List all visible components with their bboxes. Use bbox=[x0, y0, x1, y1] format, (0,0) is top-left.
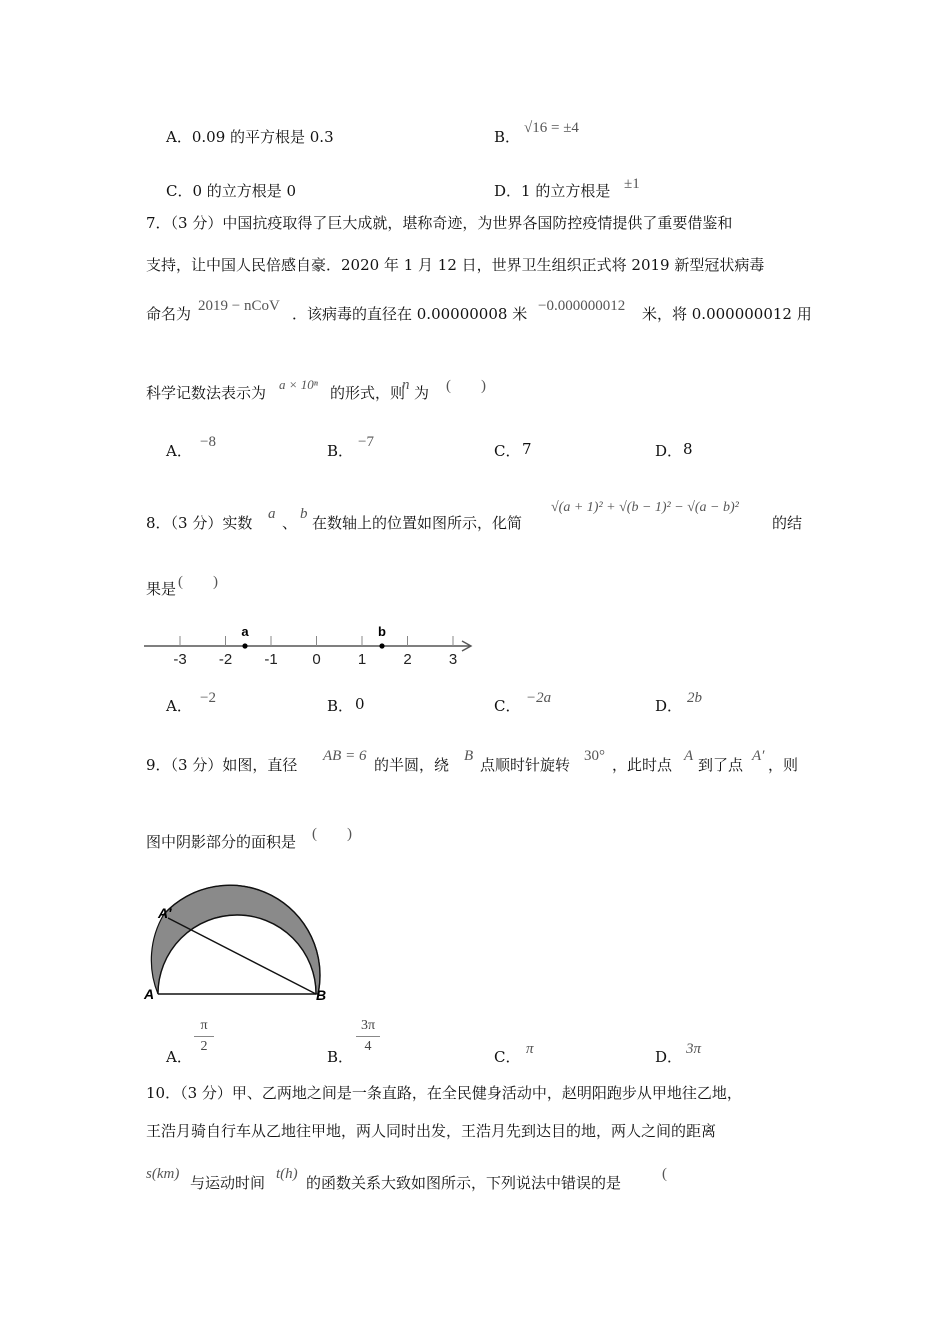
q7-math-n: n bbox=[402, 377, 410, 393]
q9-line1-e: 到了点 bbox=[698, 756, 744, 774]
label-a: A bbox=[144, 986, 155, 1002]
number-line-tick-label: 1 bbox=[357, 651, 367, 668]
q6-option-c: C．0 的立方根是 0 bbox=[166, 182, 297, 200]
q9-option-b-label: B． bbox=[327, 1048, 354, 1066]
q8-answer-paren: ( ) bbox=[178, 574, 218, 590]
fraction-numerator: 3π bbox=[360, 1018, 376, 1033]
q6-option-b-math: √16 = ±4 bbox=[524, 120, 579, 136]
q10-line1: 10．（3 分）甲、乙两地之间是一条直路，在全民健身活动中，赵明阳跑步从甲地往乙地， bbox=[146, 1084, 742, 1102]
point-a-label: a bbox=[241, 624, 249, 639]
q7-option-b-label: B． bbox=[327, 442, 354, 460]
number-line-tick-label: -3 bbox=[173, 651, 187, 668]
q9-option-c-label: C． bbox=[494, 1048, 521, 1066]
q9-option-d-value: 3π bbox=[686, 1041, 702, 1057]
q9-option-d-label: D． bbox=[655, 1048, 683, 1066]
number-line-tick-label: 3 bbox=[448, 651, 458, 668]
q7-option-c-label: C． bbox=[494, 442, 521, 460]
number-line-tick-label: -2 bbox=[218, 651, 233, 668]
q8-option-d-label: D． bbox=[655, 697, 683, 715]
q9-math-a: A bbox=[684, 748, 694, 764]
q9-option-a-label: A． bbox=[166, 1048, 192, 1066]
q7-answer-paren: ( ) bbox=[446, 378, 486, 394]
q8-option-a-value: −2 bbox=[200, 690, 216, 706]
q8-option-a-label: A． bbox=[166, 697, 192, 715]
q7-line4-a: 科学记数法表示为 bbox=[146, 384, 267, 402]
q10-answer-paren: ( bbox=[662, 1166, 667, 1182]
q8-line1-b: 在数轴上的位置如图所示，化简 bbox=[312, 514, 523, 532]
number-line-tick-label: -1 bbox=[264, 651, 278, 668]
q7-option-d-value: 8 bbox=[683, 440, 693, 458]
q8-line1-c: 的结 bbox=[772, 514, 803, 532]
q10-line3-b: 的函数关系大致如图所示，下列说法中错误的是 bbox=[306, 1174, 622, 1192]
q8-separator: 、 bbox=[282, 514, 298, 532]
q9-line1-f: ，则 bbox=[768, 756, 799, 774]
q9-math-angle: 30° bbox=[584, 748, 605, 764]
q8-option-b-value: 0 bbox=[355, 695, 365, 713]
q7-line1: 7．（3 分）中国抗疫取得了巨大成就，堪称奇迹，为世界各国防控疫情提供了重要借鉴和 bbox=[146, 214, 733, 232]
q9-option-a-fraction bbox=[194, 1018, 214, 1055]
q9-answer-paren: ( ) bbox=[312, 826, 352, 842]
number-line-tick-label: 0 bbox=[312, 651, 321, 668]
q7-line4-b: 的形式，则 bbox=[330, 384, 406, 402]
point-b-dot bbox=[379, 643, 384, 648]
number-line-figure bbox=[140, 618, 480, 670]
q8-math-a: a bbox=[268, 506, 276, 522]
q7-option-b-value: −7 bbox=[358, 434, 374, 450]
q8-option-b-label: B． bbox=[327, 697, 354, 715]
q8-simplify-expression: √(a + 1)² + √(b − 1)² − √(a − b)² bbox=[551, 500, 739, 515]
q6-option-d-math: ±1 bbox=[624, 176, 640, 192]
q7-line3-c: 米，将 0.000000012 用 bbox=[642, 305, 812, 323]
fraction-denominator: 2 bbox=[200, 1039, 208, 1054]
q7-line4-c: 为 bbox=[414, 384, 430, 402]
q9-option-b-fraction bbox=[356, 1018, 380, 1055]
fraction-numerator: π bbox=[200, 1018, 208, 1033]
q6-option-b-label: B． bbox=[494, 128, 521, 146]
q8-option-c-value: −2a bbox=[526, 690, 552, 706]
q9-line1-a: 9．（3 分）如图，直径 bbox=[146, 756, 298, 774]
q9-math-b: B bbox=[464, 748, 474, 764]
q9-line1-b: 的半圆，绕 bbox=[374, 756, 450, 774]
q8-math-b: b bbox=[300, 506, 308, 522]
rotated-semicircle-figure bbox=[140, 866, 340, 1010]
fraction-denominator: 4 bbox=[364, 1039, 372, 1054]
q9-line1-c: 点顺时针旋转 bbox=[480, 756, 571, 774]
number-line-tick-label: 2 bbox=[403, 651, 412, 668]
point-a-dot bbox=[242, 643, 247, 648]
q7-math-scientific: a × 10ⁿ bbox=[279, 377, 318, 392]
q7-line3-b: ．该病毒的直径在 0.00000008 米 bbox=[292, 305, 528, 323]
q10-math-time: t(h) bbox=[276, 1166, 298, 1182]
q8-line1-a: 8．（3 分）实数 bbox=[146, 514, 253, 532]
q9-line1-d: ，此时点 bbox=[612, 756, 673, 774]
q9-math-a-prime: A′ bbox=[752, 748, 765, 764]
q6-option-d-label: D．1 的立方根是 bbox=[494, 182, 611, 200]
q9-option-c-value: π bbox=[526, 1041, 534, 1057]
q10-math-distance: s(km) bbox=[146, 1166, 180, 1182]
q8-line2: 果是 bbox=[146, 580, 177, 598]
q7-option-d-label: D． bbox=[655, 442, 683, 460]
q7-line2: 支持，让中国人民倍感自豪．2020 年 1 月 12 日，世界卫生组织正式将 2019 新型冠状病毒 bbox=[146, 256, 765, 274]
q10-line3-a: 与运动时间 bbox=[190, 1174, 266, 1192]
q7-line3-a: 命名为 bbox=[146, 305, 192, 323]
q7-option-c-value: 7 bbox=[522, 440, 532, 458]
q6-option-a: A．0.09 的平方根是 0.3 bbox=[166, 128, 334, 146]
q8-option-c-label: C． bbox=[494, 697, 521, 715]
q7-option-a-value: −8 bbox=[200, 434, 216, 450]
q7-math-diameter: −0.000000012 bbox=[538, 298, 626, 314]
label-a-prime: A′ bbox=[158, 905, 172, 921]
q9-line2: 图中阴影部分的面积是 bbox=[146, 833, 297, 851]
q8-option-d-value: 2b bbox=[687, 690, 702, 706]
q9-math-ab: AB = 6 bbox=[323, 748, 367, 764]
label-b: B bbox=[316, 987, 327, 1003]
point-b-label: b bbox=[378, 624, 386, 639]
q10-line2: 王浩月骑自行车从乙地往甲地，两人同时出发，王浩月先到达目的地，两人之间的距离 bbox=[146, 1122, 717, 1140]
q7-option-a-label: A． bbox=[166, 442, 192, 460]
q7-math-virus-name: 2019 − nCoV bbox=[198, 298, 280, 314]
